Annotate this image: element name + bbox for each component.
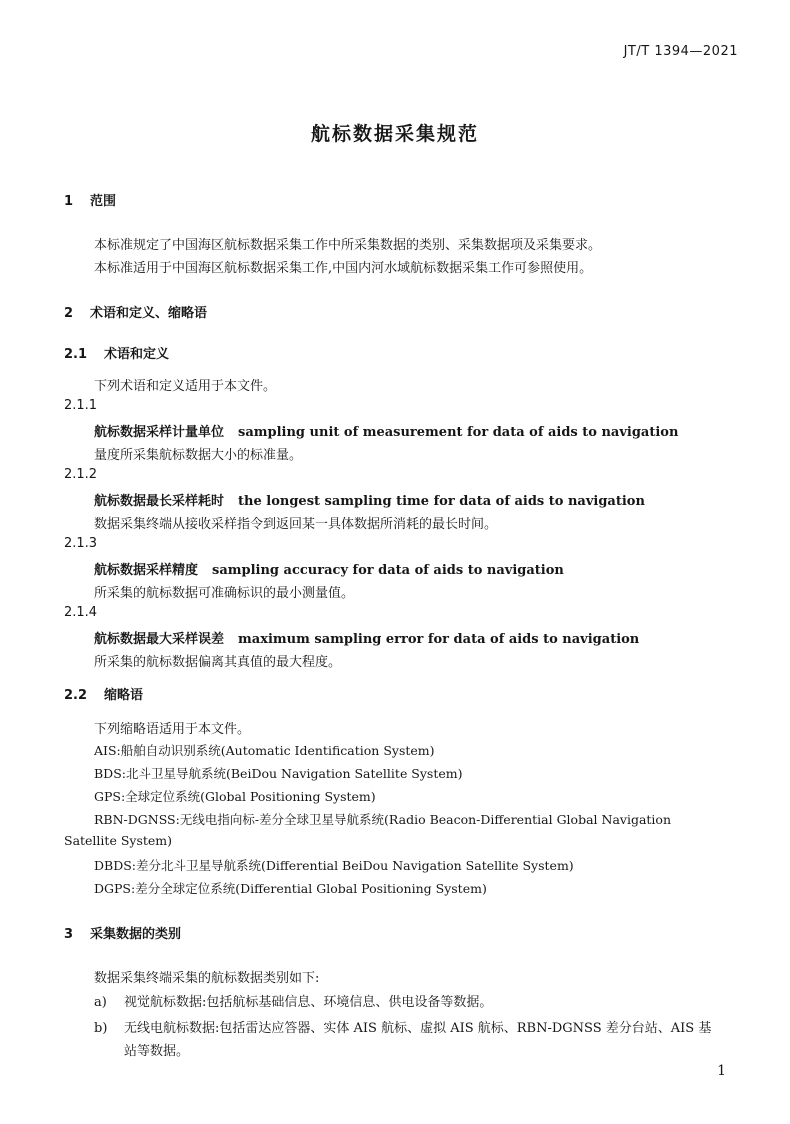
- list-text: 视觉航标数据:包括航标基础信息、环境信息、供电设备等数据。: [124, 995, 493, 1010]
- term-definition: 量度所采集航标数据大小的标准量。: [94, 448, 303, 463]
- term-zh: 航标数据最大采样误差: [94, 632, 225, 647]
- term-definition: 数据采集终端从接收采样指令到返回某一具体数据所消耗的最长时间。: [94, 517, 498, 532]
- list-label: b): [94, 1021, 108, 1036]
- section-number: 2: [64, 306, 74, 321]
- term-zh: 航标数据采样计量单位: [94, 425, 225, 440]
- term-entry: [94, 628, 639, 647]
- term-number: 2.1.4: [64, 605, 98, 620]
- section-title: 采集数据的类别: [90, 927, 182, 942]
- section-number: 2.1: [64, 347, 88, 362]
- abbreviation-item: AIS:船舶自动识别系统(Automatic Identification System): [94, 743, 435, 758]
- paragraph: 下列缩略语适用于本文件。: [94, 722, 251, 737]
- list-text: 无线电航标数据:包括雷达应答器、实体 AIS 航标、虚拟 AIS 航标、RBN-DGNSS 差分台站、AIS 基: [124, 1021, 712, 1036]
- term-definition: 所采集的航标数据可准确标识的最小测量值。: [94, 586, 355, 601]
- section-title: 范围: [90, 194, 117, 209]
- subsection-2-1-heading: [64, 343, 169, 362]
- section-title: 缩略语: [104, 688, 144, 703]
- paragraph: 下列术语和定义适用于本文件。: [94, 379, 277, 394]
- abbreviation-item-continuation: Satellite System): [64, 833, 173, 848]
- list-label: a): [94, 995, 107, 1010]
- paragraph: 本标准规定了中国海区航标数据采集工作中所采集数据的类别、采集数据项及采集要求。: [94, 238, 602, 253]
- term-definition: 所采集的航标数据偏离其真值的最大程度。: [94, 655, 342, 670]
- term-en: maximum sampling error for data of aids to navigation: [238, 632, 640, 647]
- section-title: 术语和定义: [104, 347, 170, 362]
- list-item-continuation: 站等数据。: [124, 1044, 190, 1059]
- abbreviation-item: RBN-DGNSS:无线电指向标-差分全球卫星导航系统(Radio Beacon-Differential Global Navigation: [94, 812, 672, 827]
- paragraph: 数据采集终端采集的航标数据类别如下:: [94, 971, 320, 986]
- list-item: [94, 991, 492, 1010]
- section-3-heading: [64, 923, 181, 942]
- term-zh: 航标数据最长采样耗时: [94, 494, 225, 509]
- section-number: 3: [64, 927, 74, 942]
- section-number: 1: [64, 194, 74, 209]
- term-zh: 航标数据采样精度: [94, 563, 199, 578]
- abbreviation-item: GPS:全球定位系统(Global Positioning System): [94, 789, 376, 804]
- subsection-2-2-heading: [64, 684, 143, 703]
- section-number: 2.2: [64, 688, 88, 703]
- section-title: 术语和定义、缩略语: [90, 306, 208, 321]
- document-title: 航标数据采集规范: [310, 123, 479, 145]
- abbreviation-item: BDS:北斗卫星导航系统(BeiDou Navigation Satellite System): [94, 766, 463, 781]
- section-2-heading: [64, 302, 207, 321]
- term-en: the longest sampling time for data of aids to navigation: [238, 494, 645, 509]
- page-number: 1: [717, 1063, 726, 1079]
- term-number: 2.1.1: [64, 398, 98, 413]
- term-number: 2.1.3: [64, 536, 98, 551]
- abbreviation-item: DBDS:差分北斗卫星导航系统(Differential BeiDou Navigation Satellite System): [94, 858, 574, 873]
- standard-number: JT/T 1394—2021: [623, 44, 738, 59]
- term-entry: [94, 421, 678, 440]
- paragraph: 本标准适用于中国海区航标数据采集工作,中国内河水域航标数据采集工作可参照使用。: [94, 261, 593, 276]
- term-en: sampling unit of measurement for data of aids to navigation: [238, 425, 679, 440]
- list-item: [94, 1017, 711, 1036]
- term-entry: [94, 490, 645, 509]
- abbreviation-item: DGPS:差分全球定位系统(Differential Global Positioning System): [94, 881, 487, 896]
- term-entry: [94, 559, 564, 578]
- term-number: 2.1.2: [64, 467, 98, 482]
- section-1-heading: [64, 190, 116, 209]
- term-en: sampling accuracy for data of aids to navigation: [212, 563, 564, 578]
